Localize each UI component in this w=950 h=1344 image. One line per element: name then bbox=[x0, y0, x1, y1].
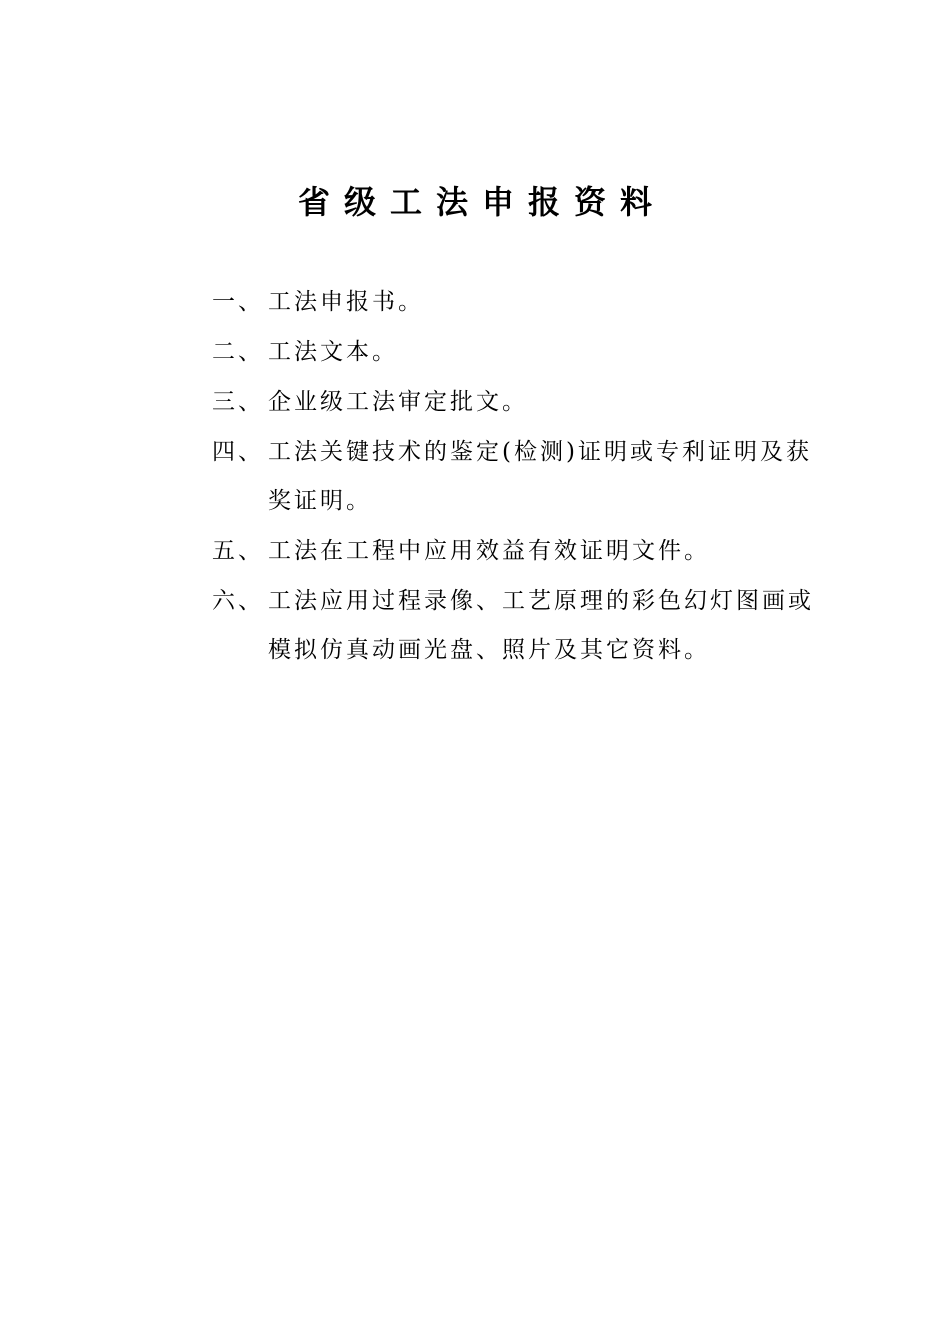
document-title: 省级工法申报资料 bbox=[297, 183, 666, 221]
list-item bbox=[212, 378, 822, 427]
materials-list bbox=[212, 278, 822, 676]
list-item-text: 工法应用过程录像、工艺原理的彩色幻灯图画或模拟仿真动画光盘、照片及其它资料。 bbox=[268, 588, 814, 663]
list-item-number: 一、 bbox=[212, 289, 264, 315]
list-item-number: 六、 bbox=[212, 588, 264, 614]
list-item-number: 五、 bbox=[212, 538, 264, 564]
list-item-text: 工法申报书。 bbox=[268, 289, 424, 315]
list-item-number: 三、 bbox=[212, 389, 264, 415]
list-item bbox=[212, 577, 822, 675]
list-item-number: 二、 bbox=[212, 339, 264, 365]
list-item-text: 工法文本。 bbox=[268, 339, 398, 365]
list-item bbox=[212, 328, 822, 377]
list-item bbox=[212, 278, 822, 327]
list-item-number: 四、 bbox=[212, 439, 264, 465]
list-item-text: 企业级工法审定批文。 bbox=[268, 389, 528, 415]
list-item-text: 工法在工程中应用效益有效证明文件。 bbox=[268, 538, 710, 564]
list-item bbox=[212, 428, 822, 526]
list-item-text: 工法关键技术的鉴定(检测)证明或专利证明及获奖证明。 bbox=[268, 439, 812, 514]
list-item bbox=[212, 527, 822, 576]
